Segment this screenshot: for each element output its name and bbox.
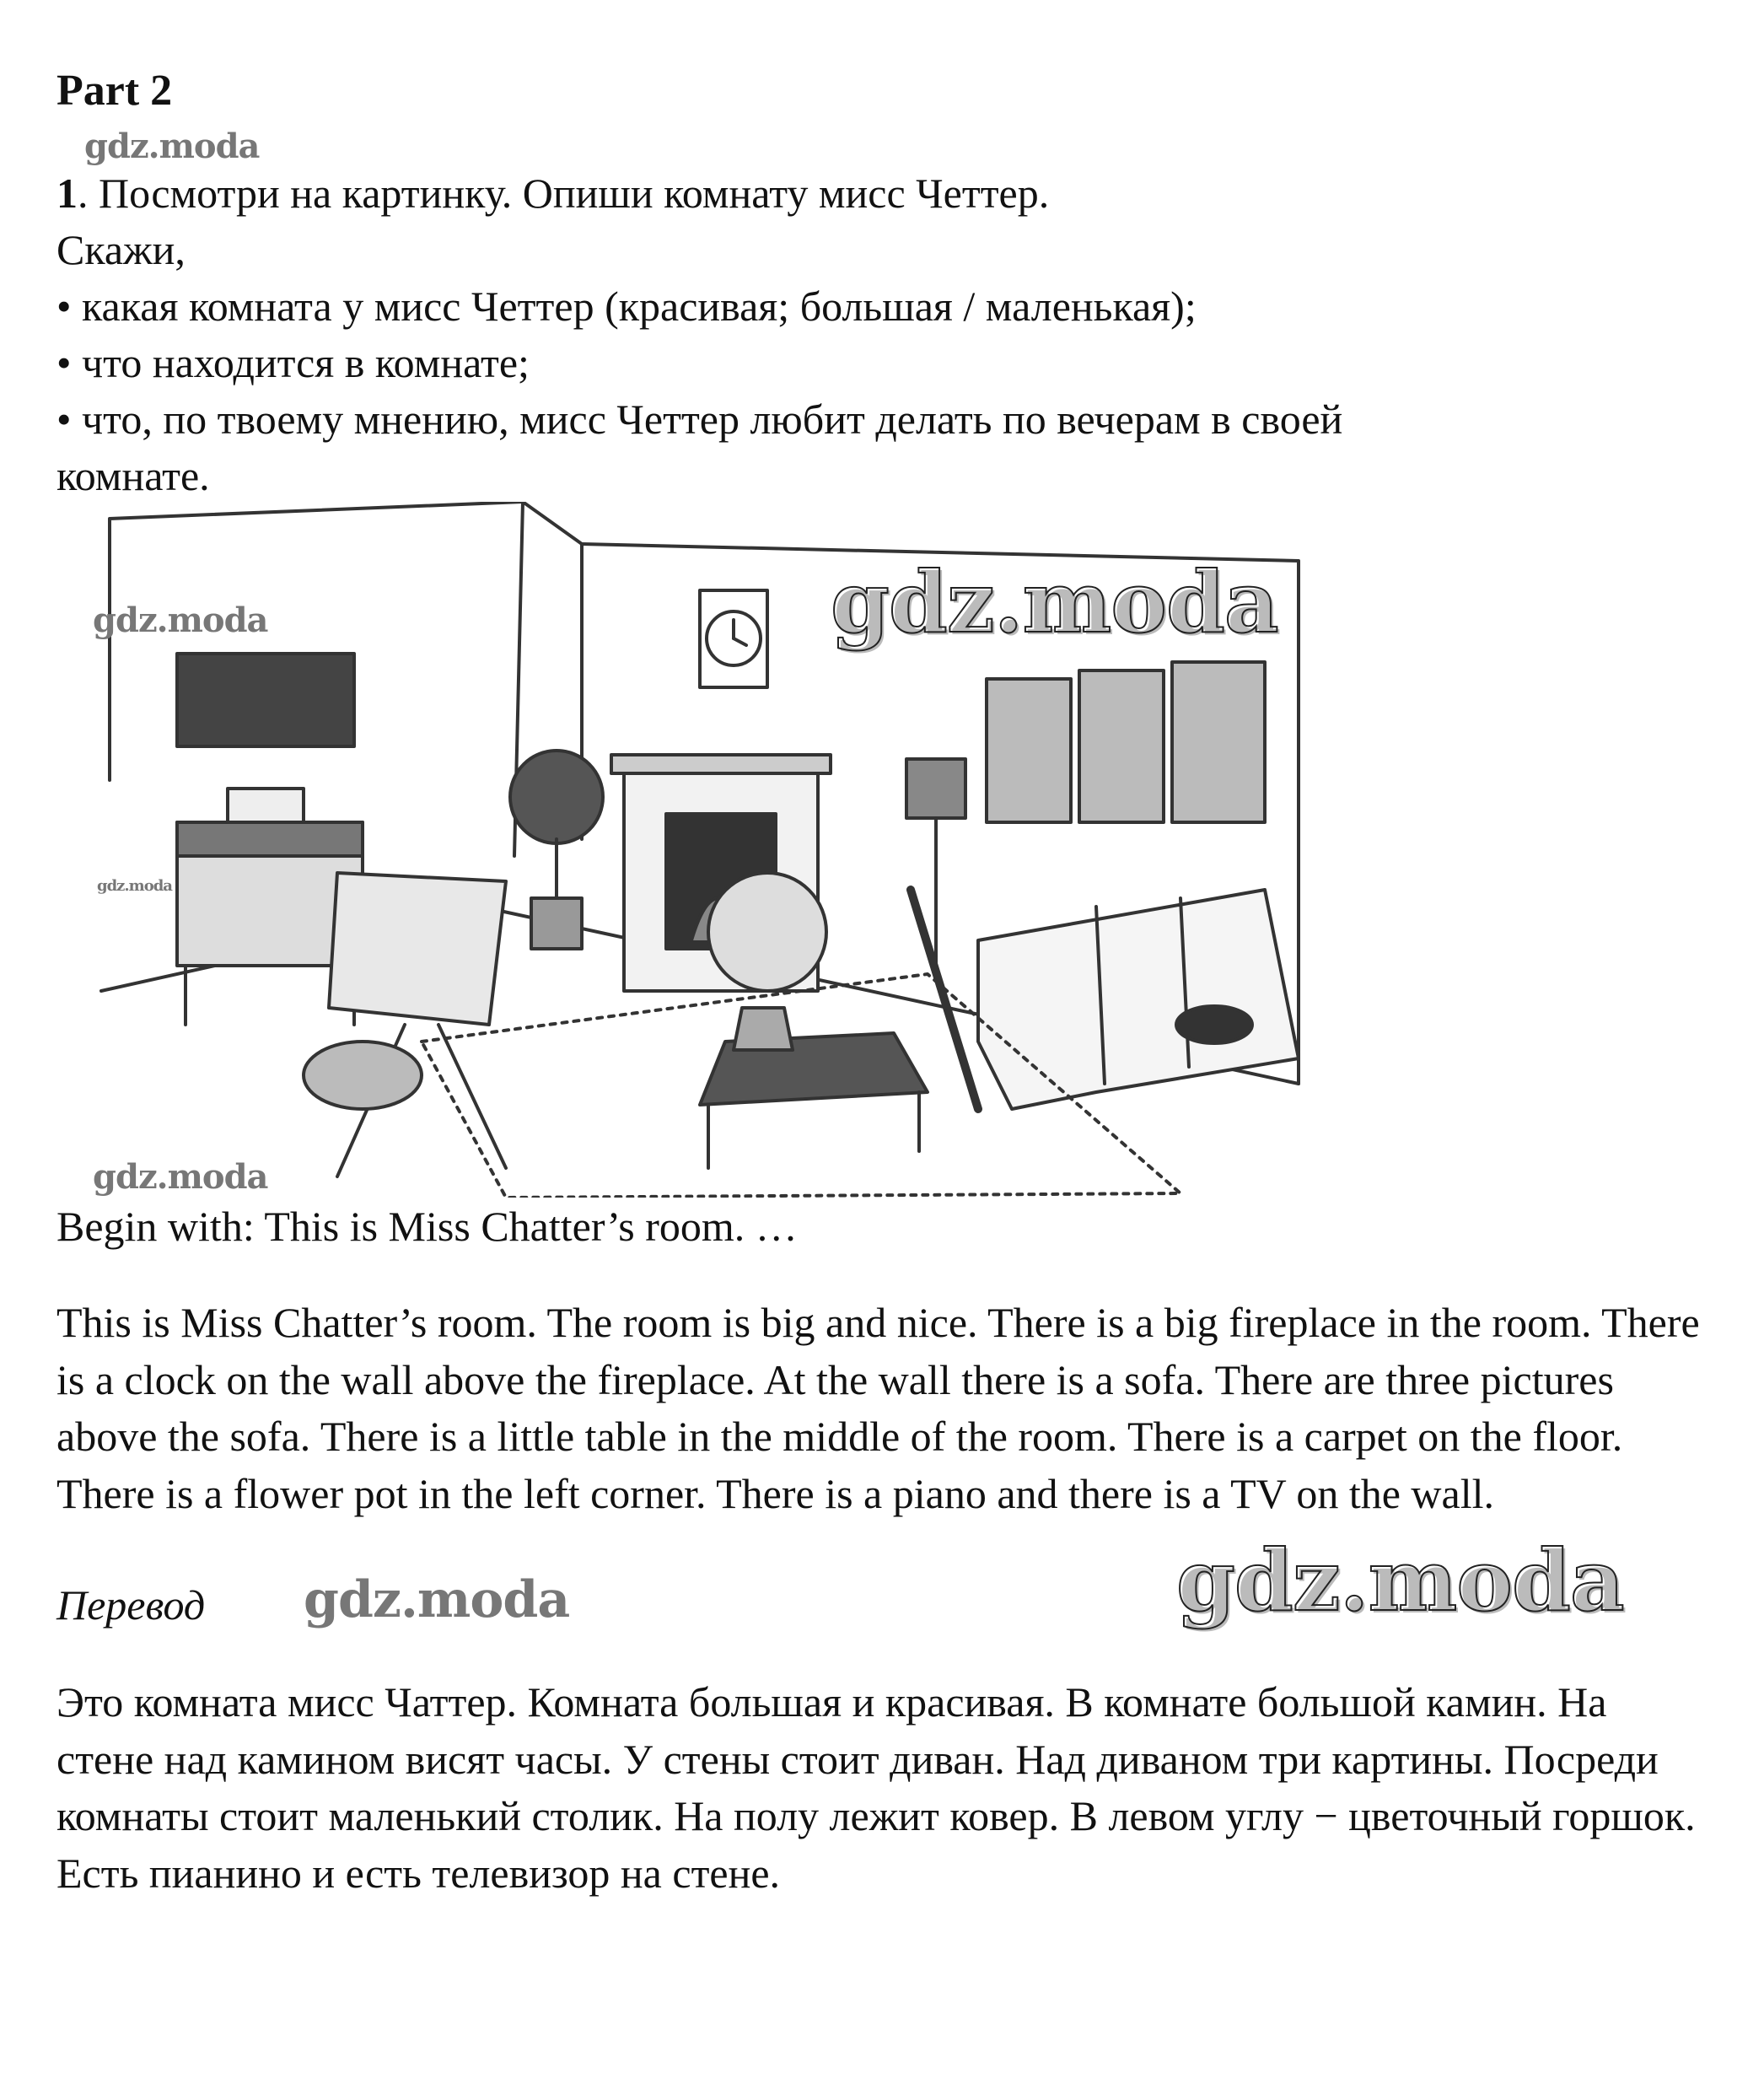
page-title: Part 2 — [56, 67, 173, 115]
watermark: gdz.moda — [93, 600, 268, 640]
coffee-table-drawing — [700, 873, 928, 1168]
task-say: Скажи, — [56, 226, 186, 273]
translation-label: Перевод — [56, 1581, 206, 1629]
watermark: gdz.moda — [1176, 1531, 1624, 1630]
begin-with-line: Begin with: This is Miss Chatter’s room. … — [56, 1203, 798, 1250]
flower-pot-drawing — [510, 751, 603, 949]
task-bullet: • что находится в комнате; — [56, 339, 530, 386]
task-bullet: • что, по твоему мнению, мисс Четтер любит делать по вечерам в своей — [56, 396, 1343, 443]
task-instruction — [56, 165, 1049, 221]
lamp-drawing — [906, 759, 965, 974]
watermark: gdz.moda — [97, 877, 172, 895]
clock-drawing — [700, 590, 767, 687]
task-bullet: комнате. — [56, 452, 210, 499]
watermark: gdz.moda — [93, 1157, 268, 1197]
watermark: gdz.moda — [84, 127, 260, 166]
easel-drawing — [304, 873, 506, 1176]
task-number: 1 — [56, 170, 78, 217]
umbrella-drawing — [911, 890, 978, 1109]
three-pictures-drawing — [987, 662, 1265, 822]
watermark: gdz.moda — [831, 552, 1278, 652]
task-instruction-text: . Посмотри на картинку. Опиши комнату мисс Четтер. — [78, 170, 1050, 217]
answer-english: This is Miss Chatter’s room. The room is big and nice. There is a big fireplace in the room. There is a clock on the wall above the fireplace. At the wall there is a sofa. There are three pictures above the sofa. There is a little table in the middle of the room. There is a carpet on the floor. There is a flower pot in the left corner. There is a piano and there is a TV on the wall. — [56, 1299, 1700, 1517]
sofa-drawing — [978, 890, 1299, 1109]
task-bullet: • какая комната у мисс Четтер (красивая; большая / маленькая); — [56, 283, 1197, 330]
tv — [177, 654, 354, 746]
answer-russian: Это комната мисс Чаттер. Комната большая и красивая. В комнате большой камин. На стене над камином висят часы. У стены стоит диван. Над диваном три картины. Посреди комнаты стоит маленький столик. На полу лежит ковер. В левом углу − цветочный горшок. Есть пианино и есть телевизор на стене. — [56, 1678, 1696, 1897]
watermark: gdz.moda — [304, 1570, 570, 1629]
